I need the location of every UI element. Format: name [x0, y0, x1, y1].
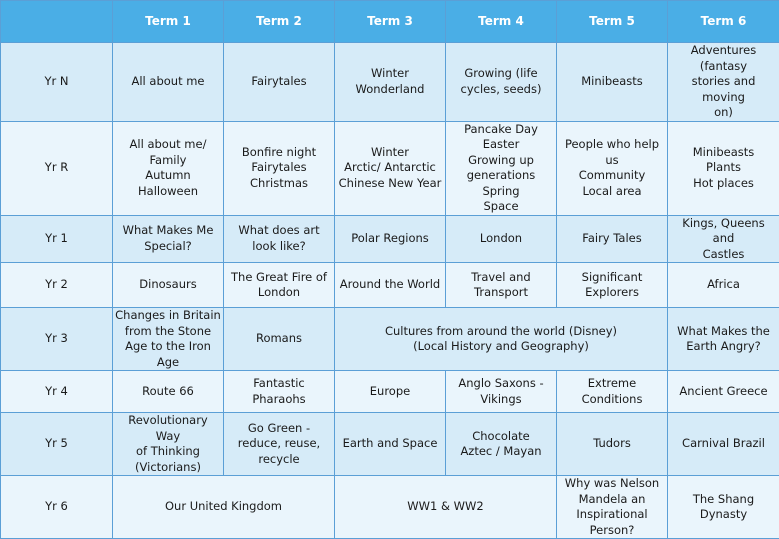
cell-yr-5-term-4: Chocolate Aztec / Mayan [446, 413, 557, 476]
cell-yr-5-term-2: Go Green - reduce, reuse, recycle [224, 413, 335, 476]
cell-yr-1-term-1: What Makes Me Special? [113, 215, 224, 263]
cell-yr-2-term-3: Around the World [335, 263, 446, 308]
cell-yr-5-term-3: Earth and Space [335, 413, 446, 476]
cell-yr-r-term-5: People who help us Community Local area [557, 121, 668, 215]
cell-yr-5-term-6: Carnival Brazil [668, 413, 779, 476]
cell-yr-n-term-6: Adventures (fantasy stories and moving on) [668, 43, 779, 122]
year-label: Yr 6 [1, 476, 113, 539]
cell-yr-6-term-5: Why was Nelson Mandela an Inspirational Person? [557, 476, 668, 539]
row-yr-n [1, 43, 779, 122]
cell-yr-4-term-2: Fantastic Pharaohs [224, 371, 335, 413]
header-corner [1, 1, 113, 43]
cell-yr-4-term-3: Europe [335, 371, 446, 413]
cell-yr-2-term-1: Dinosaurs [113, 263, 224, 308]
cell-yr-n-term-2: Fairytales [224, 43, 335, 122]
cell-yr-2-term-2: The Great Fire of London [224, 263, 335, 308]
header-term-3: Term 3 [335, 1, 446, 43]
header-term-2: Term 2 [224, 1, 335, 43]
row-yr-6 [1, 476, 779, 539]
cell-yr-n-term-5: Minibeasts [557, 43, 668, 122]
row-yr-3 [1, 308, 779, 371]
row-yr-2 [1, 263, 779, 308]
cell-yr-5-term-5: Tudors [557, 413, 668, 476]
cell-yr-n-term-4: Growing (life cycles, seeds) [446, 43, 557, 122]
cell-yr-1-term-5: Fairy Tales [557, 215, 668, 263]
cell-yr-n-term-3: Winter Wonderland [335, 43, 446, 122]
cell-yr-4-term-5: Extreme Conditions [557, 371, 668, 413]
year-label: Yr 2 [1, 263, 113, 308]
cell-yr-1-term-4: London [446, 215, 557, 263]
header-term-6: Term 6 [668, 1, 779, 43]
cell-yr-6-term-6: The Shang Dynasty [668, 476, 779, 539]
cell-yr-6-terms-1-2: Our United Kingdom [113, 476, 335, 539]
cell-yr-1-term-6: Kings, Queens and Castles [668, 215, 779, 263]
row-yr-5 [1, 413, 779, 476]
year-label: Yr 4 [1, 371, 113, 413]
cell-yr-6-terms-3-4: WW1 & WW2 [335, 476, 557, 539]
cell-yr-1-term-2: What does art look like? [224, 215, 335, 263]
cell-yr-4-term-4: Anglo Saxons - Vikings [446, 371, 557, 413]
header-term-4: Term 4 [446, 1, 557, 43]
cell-yr-3-terms-3-5: Cultures from around the world (Disney) (Local History and Geography) [335, 308, 668, 371]
cell-yr-2-term-5: Significant Explorers [557, 263, 668, 308]
cell-yr-4-term-6: Ancient Greece [668, 371, 779, 413]
header-row [1, 1, 779, 43]
cell-yr-3-term-1: Changes in Britain from the Stone Age to the Iron Age [113, 308, 224, 371]
year-label: Yr 3 [1, 308, 113, 371]
cell-yr-5-term-1: Revolutionary Way of Thinking (Victorians) [113, 413, 224, 476]
cell-yr-2-term-6: Africa [668, 263, 779, 308]
cell-yr-r-term-1: All about me/ Family Autumn Halloween [113, 121, 224, 215]
cell-yr-3-term-6: What Makes the Earth Angry? [668, 308, 779, 371]
cell-yr-r-term-3: Winter Arctic/ Antarctic Chinese New Year [335, 121, 446, 215]
year-label: Yr 5 [1, 413, 113, 476]
row-yr-1 [1, 215, 779, 263]
cell-yr-r-term-4: Pancake Day Easter Growing up generations Spring Space [446, 121, 557, 215]
row-yr-4 [1, 371, 779, 413]
cell-yr-1-term-3: Polar Regions [335, 215, 446, 263]
cell-yr-r-term-2: Bonfire night Fairytales Christmas [224, 121, 335, 215]
cell-yr-3-term-2: Romans [224, 308, 335, 371]
header-term-1: Term 1 [113, 1, 224, 43]
row-yr-r [1, 121, 779, 215]
year-label: Yr 1 [1, 215, 113, 263]
year-label: Yr N [1, 43, 113, 122]
year-label: Yr R [1, 121, 113, 215]
header-term-5: Term 5 [557, 1, 668, 43]
cell-yr-4-term-1: Route 66 [113, 371, 224, 413]
cell-yr-n-term-1: All about me [113, 43, 224, 122]
cell-yr-2-term-4: Travel and Transport [446, 263, 557, 308]
cell-yr-r-term-6: Minibeasts Plants Hot places [668, 121, 779, 215]
